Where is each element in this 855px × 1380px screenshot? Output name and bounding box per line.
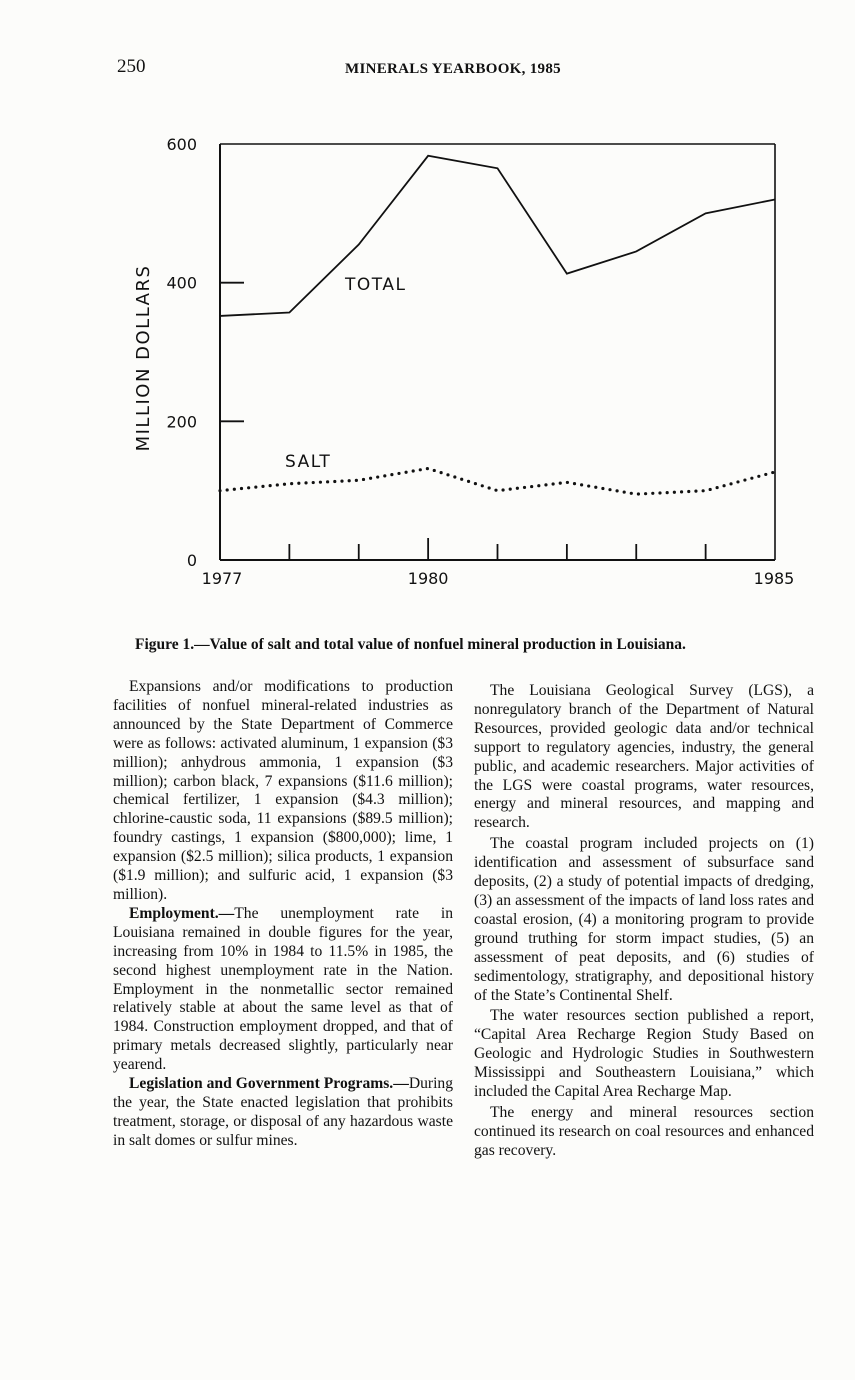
x-tick-label: 1985 — [753, 569, 795, 588]
paragraph — [113, 905, 453, 1075]
y-axis-label: MILLION DOLLARS — [133, 264, 154, 452]
paragraph — [113, 1075, 453, 1151]
paragraph-heading: Employment.— — [129, 904, 235, 922]
series-line-salt — [220, 468, 775, 494]
y-tick-label: 0 — [186, 551, 197, 570]
running-head: MINERALS YEARBOOK, 1985 — [345, 61, 561, 77]
paragraph-text: The Louisiana Geological Survey (LGS), a nonregulatory branch of the Department of Natural Resources, provided geologic data and/or technical support to regulatory agencies, industry, the general public, and academic researchers. Major activities of the LGS were coastal programs, water resources, energy and mineral resources, and mapping and research. — [474, 682, 814, 832]
paragraph — [474, 1007, 814, 1102]
paragraph — [474, 1104, 814, 1161]
y-tick-label: 400 — [166, 273, 197, 293]
paragraph-text: The unemployment rate in Louisiana remained in double figures for the year, increasing from 10% in 1984 to 11.5% in 1985, the second highest unemployment rate in the Nation. Employment in the nonmetallic sector remained relatively stable at about the same level as that of 1984. Construction employment dropped, and that of primary metals decreased slightly, particularly near yearend. — [113, 904, 453, 1074]
paragraph — [113, 678, 453, 905]
figure-chart — [0, 0, 855, 630]
paragraph-text: Expansions and/or modifications to production facilities of nonfuel mineral-related industries as announced by the State Department of Commerce were as follows: activated aluminum, 1 expansion ($3 million); anhydrous ammonia, 1 expansion ($3 million); carbon black, 7 expansions ($11.6 million); chemical fertilizer, 1 expansion ($4.3 million); chlorine-caustic soda, 11 expansions ($89.5 million); foundry castings, 1 expansion ($800,000); lime, 1 expansion ($2.5 million); silica products, 1 expansion ($1.9 million); and sulfuric acid, 1 expansion ($3 million). — [113, 678, 453, 903]
paragraph-text: The energy and mineral resources section continued its research on coal resources and enhanced gas recovery. — [474, 1103, 814, 1159]
series-line-total — [220, 156, 775, 316]
paragraph-text: During the year, the State enacted legislation that prohibits treatment, storage, or disposal of any hazardous waste in salt domes or sulfur mines. — [113, 1075, 453, 1149]
paragraph — [474, 682, 814, 833]
x-tick-label: 1977 — [201, 569, 243, 588]
body-column-left — [113, 678, 453, 1151]
y-tick-label: 600 — [166, 135, 197, 154]
figure-caption: Figure 1.—Value of salt and total value of nonfuel mineral production in Louisiana. — [135, 636, 686, 653]
chart-labels — [133, 135, 794, 588]
chart-frame — [220, 144, 775, 560]
paragraph-text: The water resources section published a report, “Capital Area Recharge Region Study Based on Geologic and Hydrologic Studies in Southwestern Mississippi and Southeastern Louisiana,” which included the Capital Area Recharge Map. — [474, 1007, 814, 1101]
chart-series — [220, 156, 775, 494]
y-tick-label: 200 — [166, 412, 197, 432]
paragraph — [474, 835, 814, 1005]
paragraph-text: The coastal program included projects on (1) identification and assessment of subsurface sand deposits, (2) a study of potential impacts of dredging, (3) an assessment of the impacts of land loss rates and coastal erosion, (4) a monitoring program to provide ground truthing for storm impact studies, (5) an assessment of peat deposits, and (6) studies of sedimentology, stratigraphy, and depositional history of the State’s Continental Shelf. — [474, 835, 814, 1004]
page-number: 250 — [117, 56, 146, 77]
x-tick-label: 1980 — [407, 569, 449, 588]
series-label-salt: SALT — [285, 452, 332, 472]
paragraph-heading: Legislation and Government Programs.— — [129, 1075, 409, 1093]
series-label-total: TOTAL — [345, 275, 407, 295]
chart-ticks — [220, 283, 706, 560]
body-column-right — [474, 682, 814, 1161]
